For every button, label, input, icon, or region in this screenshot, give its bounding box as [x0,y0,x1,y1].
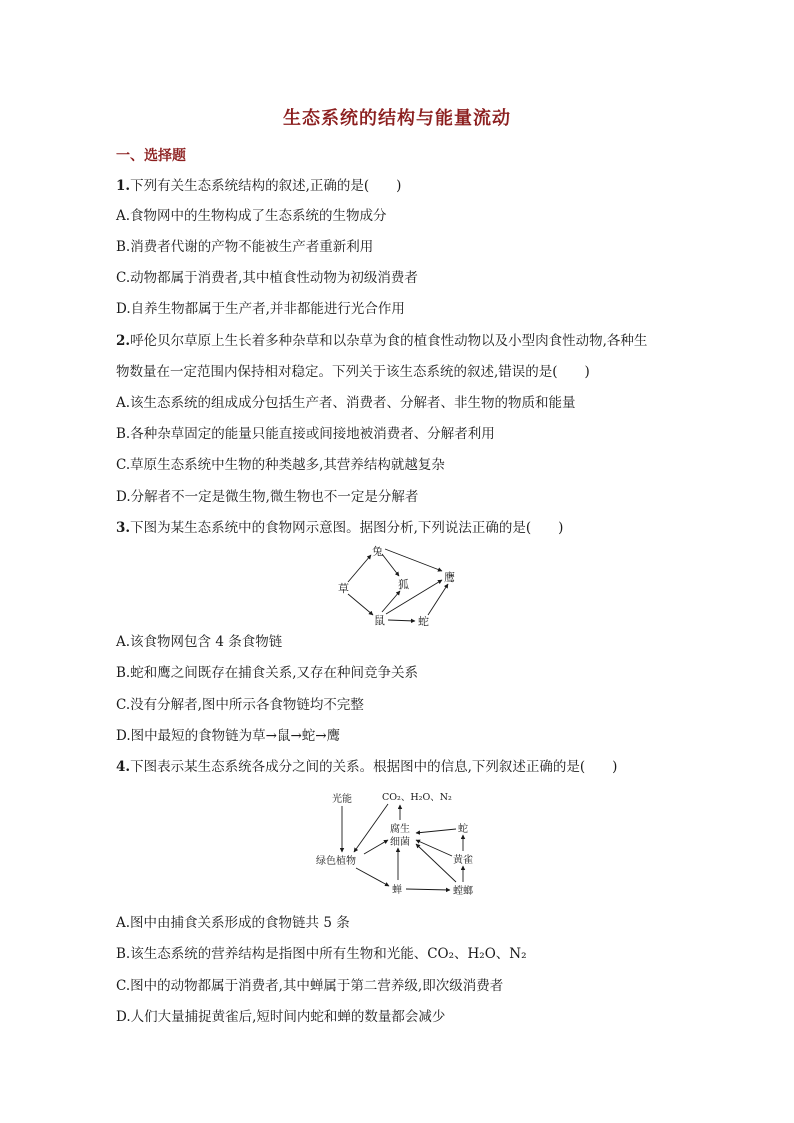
question-4-option-c: C.图中的动物都属于消费者,其中蝉属于第二营养级,即次级消费者 [116,978,504,994]
question-4-text: 下图表示某生态系统各成分之间的关系。根据图中的信息,下列叙述正确的是( ) [130,759,618,775]
question-2-text-1: 呼伦贝尔草原上生长着多种杂草和以杂草为食的植食性动物以及小型肉食性动物,各种生 [130,333,648,349]
eco-bacteria-line1: 腐生 [390,824,410,835]
section-heading: 一、选择题 [116,148,186,164]
food-web-fox: 狐 [398,578,409,591]
arrow-mantis-bacteria [416,844,456,882]
food-web-mouse: 鼠 [374,614,385,627]
arrow-cicada-mantis [406,889,450,890]
eco-oriole: 黄雀 [453,855,473,866]
question-2-option-a: A.该生态系统的组成成分包括生产者、消费者、分解者、非生物的物质和能量 [116,395,576,411]
question-3-option-b: B.蛇和鹰之间既存在捕食关系,又存在种间竞争关系 [116,665,419,681]
question-4-stem [116,757,617,777]
question-1-option-a: A.食物网中的生物构成了生态系统的生物成分 [116,208,387,224]
arrow-snake-bacteria [416,829,456,833]
arrow-plants-bacteria [364,840,388,854]
question-2-option-c: C.草原生态系统中生物的种类越多,其营养结构就越复杂 [116,457,445,473]
question-4-option-a: A.图中由捕食关系形成的食物链共 5 条 [116,915,350,931]
question-2-option-d: D.分解者不一定是微生物,微生物也不一定是分解者 [116,489,419,505]
food-web-rabbit: 兔 [372,545,383,558]
food-web-grass: 草 [338,582,349,595]
question-1-stem [116,176,401,196]
eco-mantis: 螳螂 [453,886,473,897]
question-1-text: 下列有关生态系统结构的叙述,正确的是( ) [130,178,402,194]
question-1-option-c: C.动物都属于消费者,其中植食性动物为初级消费者 [116,270,418,286]
arrow-rabbit-eagle [385,549,442,571]
question-3-number: 3. [116,520,131,536]
arrow-grass-mouse [348,594,373,615]
question-2-stem-line-1 [116,331,647,351]
eco-cicada: 蝉 [392,885,402,896]
food-web-snake: 蛇 [418,615,429,628]
question-4-option-b: B.该生态系统的营养结构是指图中所有生物和光能、CO₂、H₂O、N₂ [116,946,527,962]
eco-snake: 蛇 [458,824,468,835]
ecosystem-figure [312,786,492,900]
question-3-option-c: C.没有分解者,图中所示各食物链均不完整 [116,697,364,713]
question-2-number: 2. [116,333,131,349]
question-3-text: 下图为某生态系统中的食物网示意图。据图分析,下列说法正确的是( ) [130,520,564,536]
arrow-mouse-snake [388,620,415,621]
arrow-snake-eagle [428,584,448,615]
question-1-option-d: D.自养生物都属于生产者,并非都能进行光合作用 [116,301,405,317]
question-3-stem [116,518,563,538]
arrow-gases-plants [354,804,388,852]
eco-gases: CO₂、H₂O、N₂ [382,792,452,803]
question-3-option-d: D.图中最短的食物链为草→鼠→蛇→鹰 [116,728,341,744]
question-4-option-d: D.人们大量捕捉黄雀后,短时间内蛇和蝉的数量都会减少 [116,1009,446,1025]
food-web-eagle: 鹰 [444,571,455,584]
page-title: 生态系统的结构与能量流动 [283,108,511,129]
eco-bacteria-line2: 细菌 [390,837,410,848]
question-1-number: 1. [116,178,131,194]
arrow-plants-cicada [356,868,389,886]
arrow-mouse-fox [382,591,400,612]
question-4-number: 4. [116,759,131,775]
arrow-oriole-bacteria [416,840,452,856]
eco-light: 光能 [332,794,352,805]
food-web-figure [330,538,470,630]
eco-plants: 绿色植物 [316,856,356,867]
question-2-option-b: B.各种杂草固定的能量只能直接或间接地被消费者、分解者利用 [116,426,495,442]
question-1-option-b: B.消费者代谢的产物不能被生产者重新利用 [116,239,374,255]
question-3-option-a: A.该食物网包含 4 条食物链 [116,634,283,650]
arrow-grass-rabbit [348,555,371,582]
question-2-stem-line-2: 物数量在一定范围内保持相对稳定。下列关于该生态系统的叙述,错误的是( ) [116,364,590,380]
arrow-rabbit-fox [382,554,399,576]
